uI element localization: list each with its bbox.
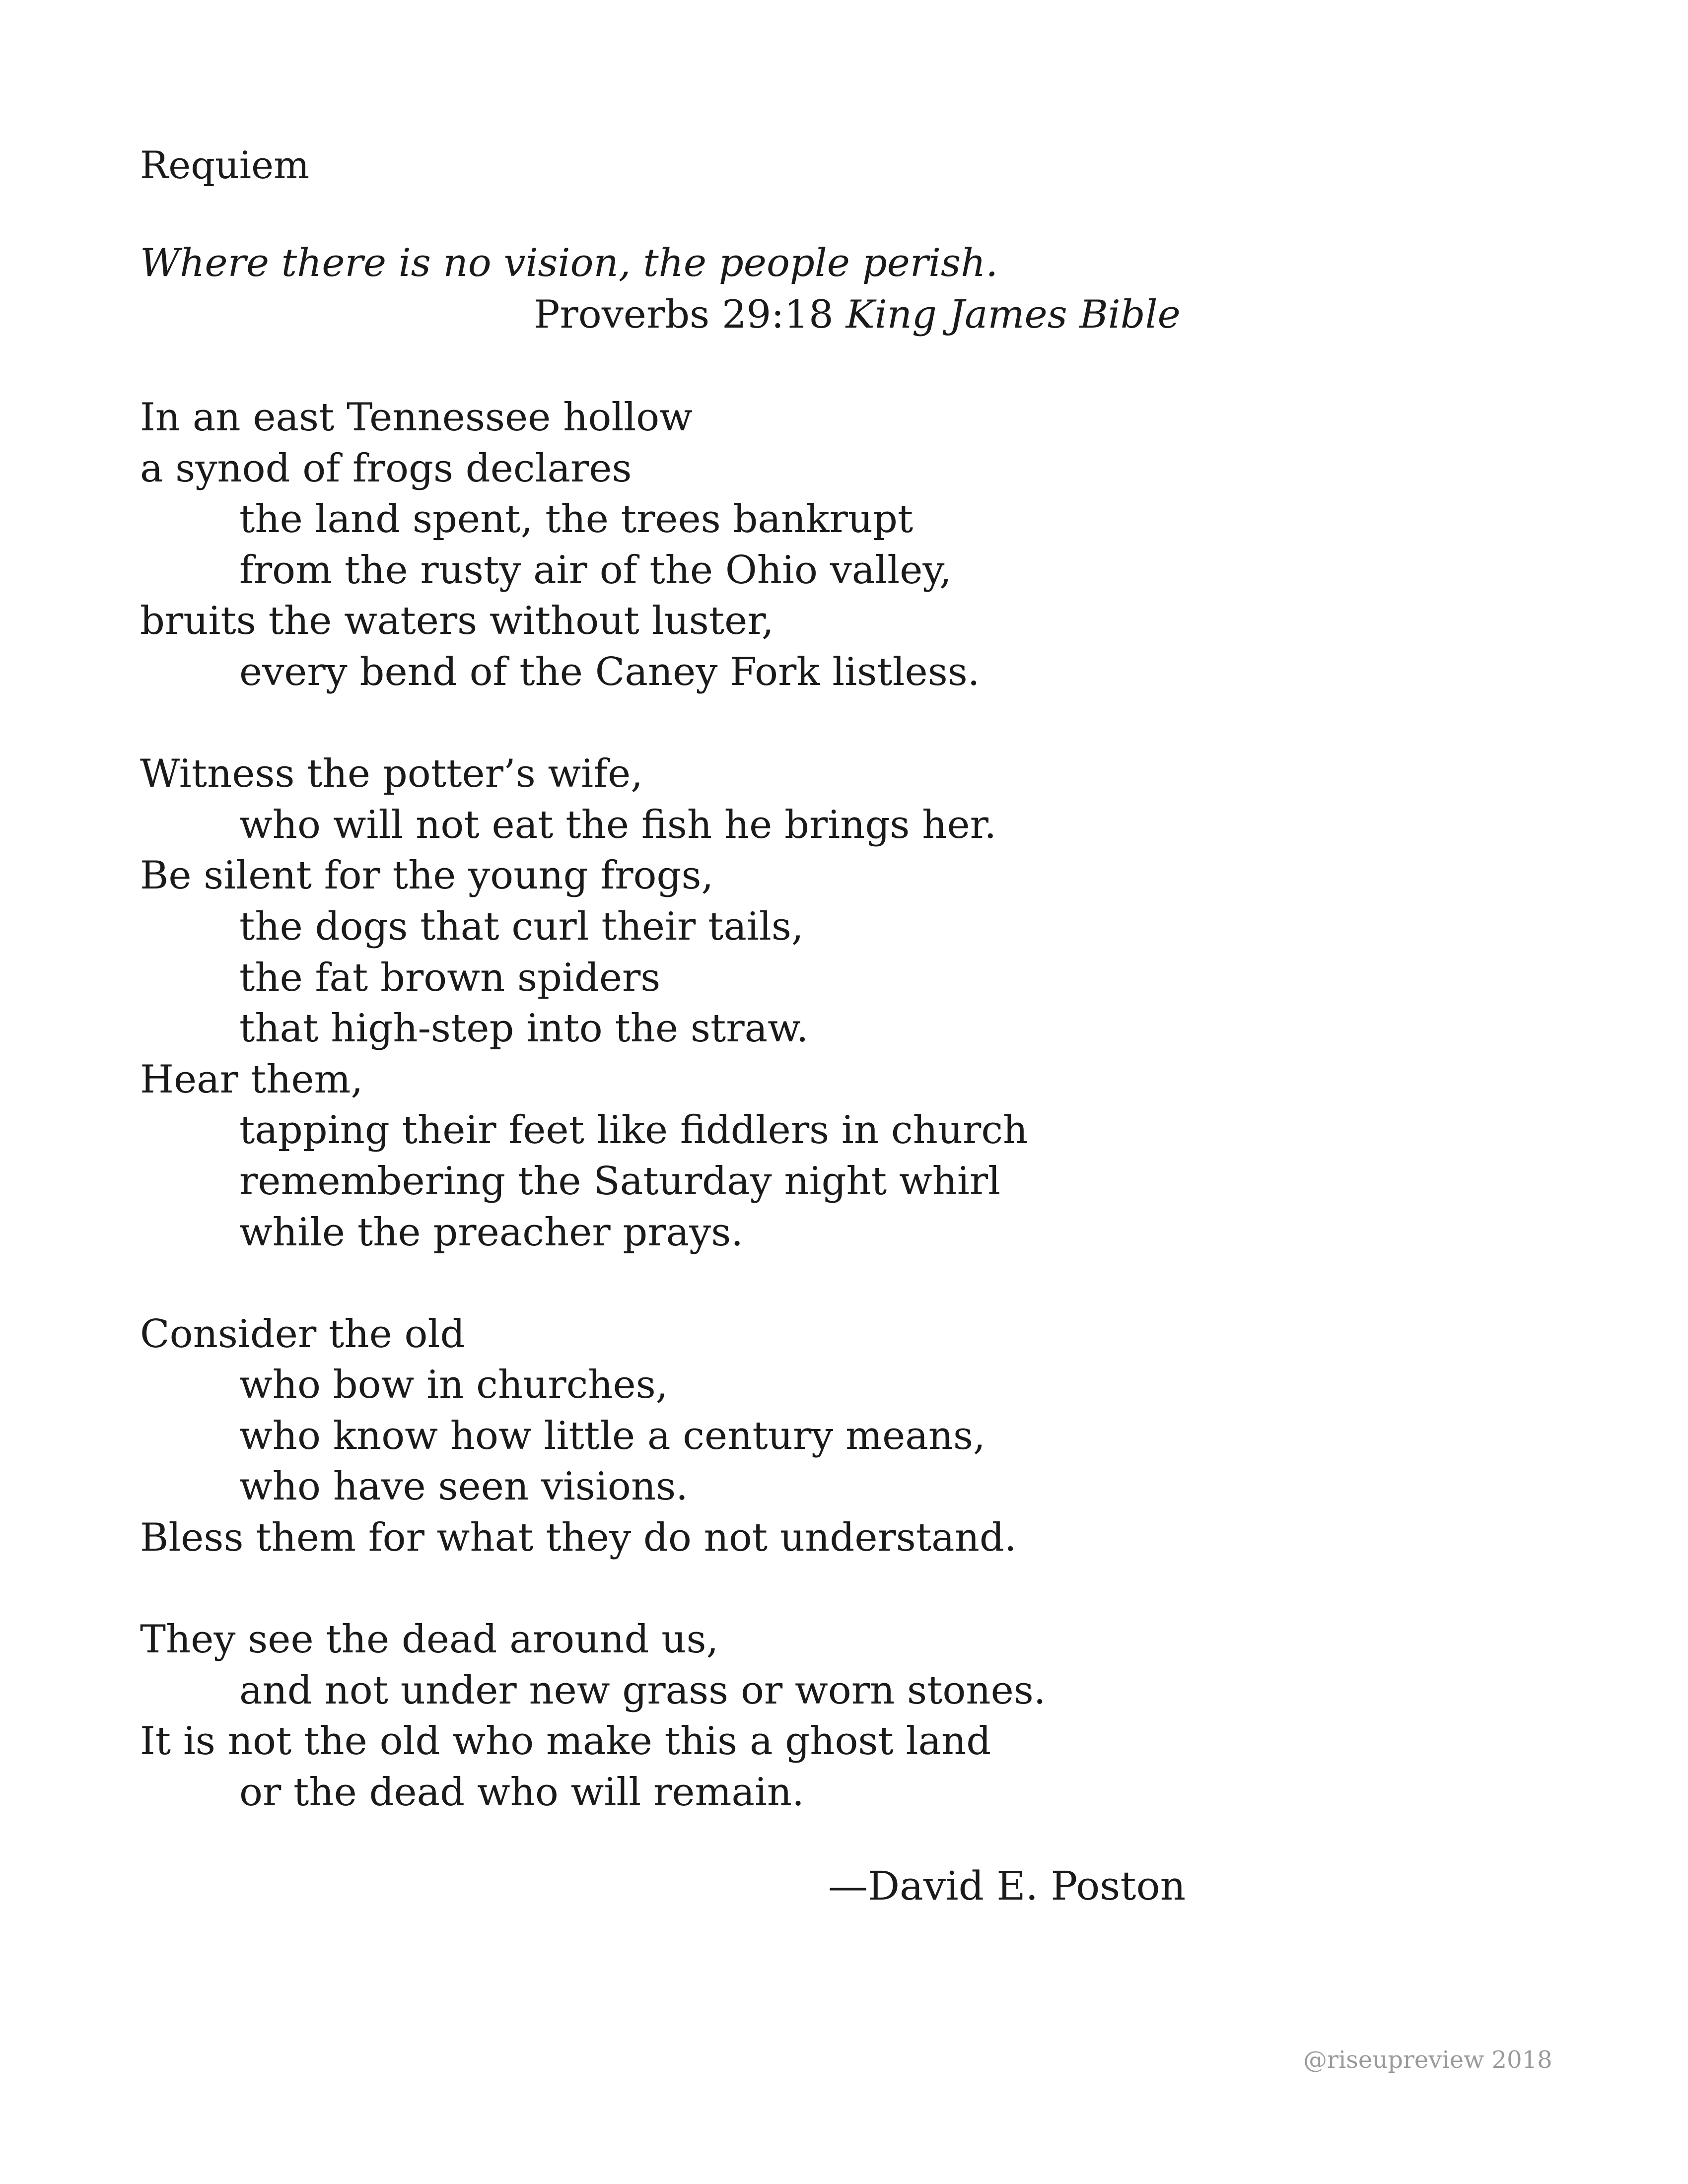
stanza-break (140, 1564, 1046, 1615)
poem-line: the land spent, the trees bankrupt (239, 497, 914, 542)
stanza (140, 749, 1046, 1258)
poem-line: Consider the old (140, 1311, 465, 1357)
stanza (140, 392, 1046, 698)
poem-line: who know how little a century means, (239, 1413, 985, 1458)
poem-line: and not under new grass or worn stones. (239, 1668, 1046, 1713)
poem-line: bruits the waters without luster, (140, 599, 774, 644)
poem-line: Bless them for what they do not understand. (140, 1515, 1017, 1561)
epigraph-quote: Where there is no vision, the people perish. (140, 241, 998, 285)
poem-line: who will not eat the fish he brings her. (239, 802, 997, 847)
poem-line: tapping their feet like fiddlers in church (239, 1108, 1028, 1153)
stanza (140, 1614, 1046, 1818)
epigraph-source: King James Bible (845, 292, 1181, 337)
poem-line: the fat brown spiders (239, 955, 661, 1000)
poem-line: who bow in churches, (239, 1363, 668, 1408)
poem-line: It is not the old who make this a ghost land (140, 1719, 991, 1764)
copyright-credit: @riseupreview 2018 (1303, 2046, 1552, 2074)
poem-line: while the preacher prays. (239, 1210, 744, 1255)
poem-line: They see the dead around us, (140, 1617, 719, 1662)
poem-line: remembering the Saturday night whirl (239, 1159, 1001, 1204)
epigraph-attribution (534, 289, 1181, 341)
poem-line: every bend of the Caney Fork listless. (239, 649, 980, 694)
stanza-break (140, 1258, 1046, 1309)
poem-line: a synod of frogs declares (140, 446, 632, 491)
poem-line: who have seen visions. (239, 1464, 688, 1509)
poem-line: Be silent for the young frogs, (140, 853, 714, 898)
poem-line: from the rusty air of the Ohio valley, (239, 547, 952, 593)
epigraph-reference: Proverbs 29:18 (534, 292, 834, 337)
poem-body (140, 392, 1046, 1818)
author-signature: —David E. Poston (828, 1863, 1186, 1909)
poem-title: Requiem (140, 143, 310, 187)
poem-line: In an east Tennessee hollow (140, 395, 693, 440)
poem-line: that high-step into the straw. (239, 1006, 809, 1051)
poem-line: the dogs that curl their tails, (239, 904, 804, 949)
poem-line: Witness the potter’s wife, (140, 751, 643, 797)
stanza (140, 1309, 1046, 1564)
poem-line: or the dead who will remain. (239, 1770, 804, 1815)
stanza-break (140, 698, 1046, 749)
poem-line: Hear them, (140, 1057, 363, 1102)
